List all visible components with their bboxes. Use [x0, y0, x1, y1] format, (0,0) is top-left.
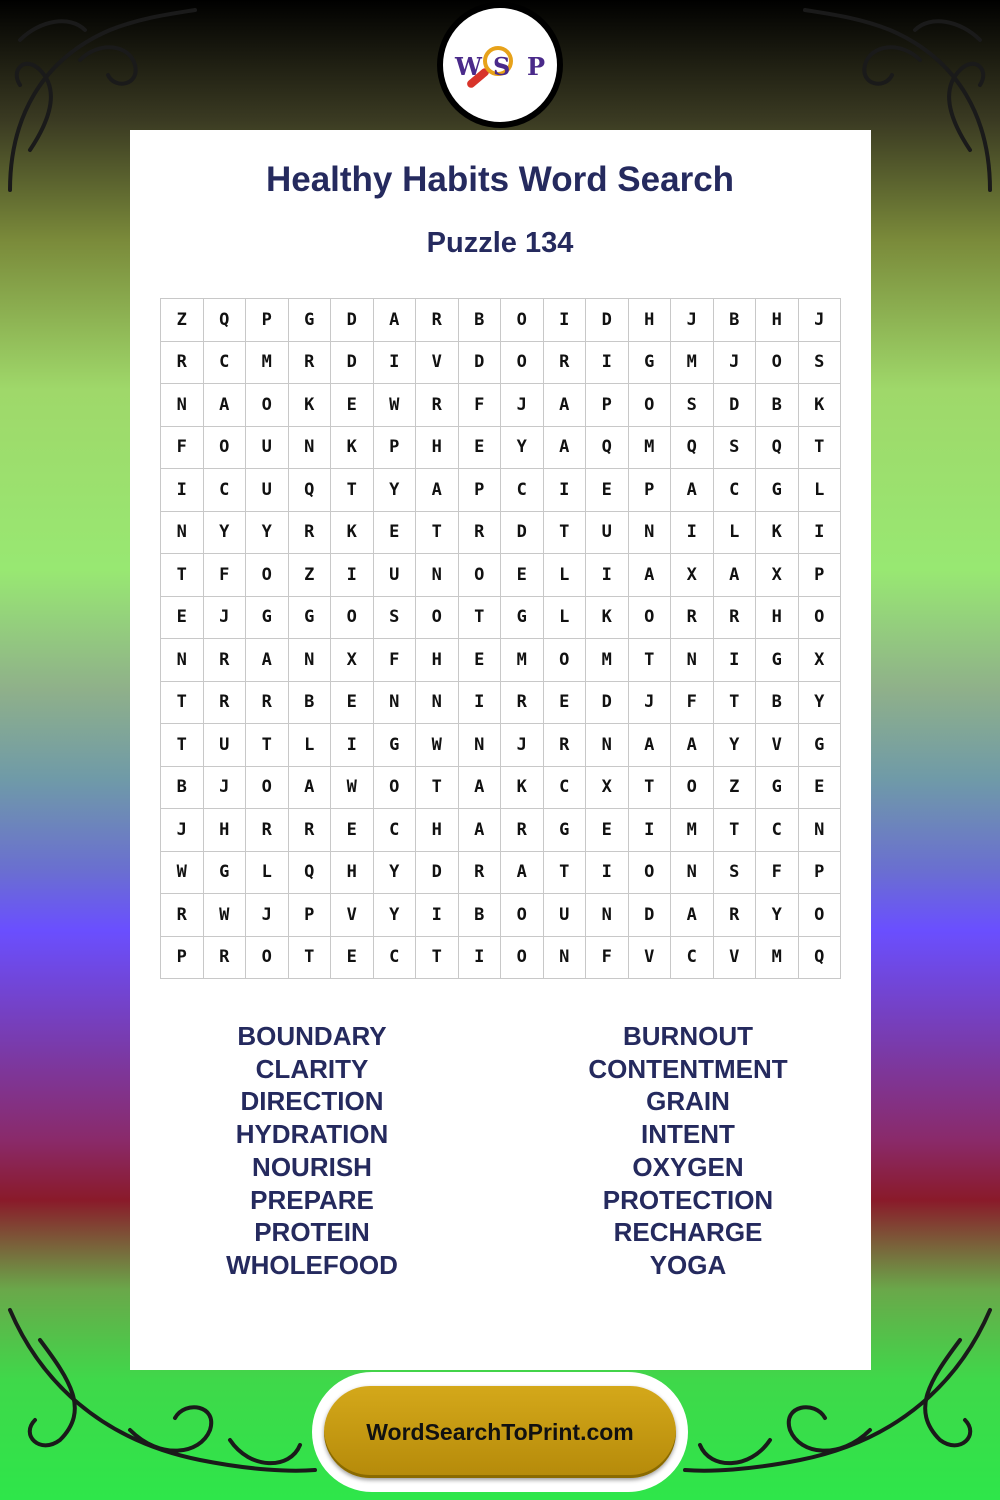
grid-cell[interactable]: F	[586, 937, 629, 980]
word-list-item: INTENT	[641, 1119, 735, 1150]
grid-cell[interactable]: D	[331, 342, 374, 385]
grid-cell[interactable]: H	[204, 809, 247, 852]
grid-cell[interactable]: R	[501, 682, 544, 725]
grid-cell[interactable]: T	[459, 597, 502, 640]
grid-cell[interactable]: D	[501, 512, 544, 555]
grid-cell[interactable]: H	[416, 809, 459, 852]
grid-cell[interactable]: I	[161, 469, 204, 512]
grid-cell[interactable]: C	[756, 809, 799, 852]
grid-cell[interactable]: G	[289, 597, 332, 640]
grid-cell[interactable]: A	[544, 427, 587, 470]
grid-cell[interactable]: F	[204, 554, 247, 597]
grid-cell[interactable]: T	[246, 724, 289, 767]
grid-cell[interactable]: O	[331, 597, 374, 640]
grid-cell[interactable]: N	[544, 937, 587, 980]
grid-cell[interactable]: G	[374, 724, 417, 767]
grid-cell[interactable]: Q	[204, 299, 247, 342]
grid-cell[interactable]: E	[331, 809, 374, 852]
logo-letter-w: W	[455, 52, 482, 81]
grid-cell[interactable]: A	[204, 384, 247, 427]
wsp-logo	[437, 2, 563, 128]
grid-cell[interactable]: T	[331, 469, 374, 512]
grid-cell[interactable]: N	[161, 384, 204, 427]
grid-cell[interactable]: T	[544, 852, 587, 895]
grid-cell[interactable]: R	[289, 512, 332, 555]
grid-cell[interactable]: O	[629, 384, 672, 427]
grid-cell[interactable]: M	[629, 427, 672, 470]
grid-cell[interactable]: B	[714, 299, 757, 342]
word-list-item: PROTEIN	[254, 1217, 370, 1248]
grid-cell[interactable]: A	[714, 554, 757, 597]
grid-cell[interactable]: K	[799, 384, 842, 427]
grid-cell[interactable]: C	[204, 342, 247, 385]
grid-cell[interactable]: K	[501, 767, 544, 810]
grid-cell[interactable]: I	[416, 894, 459, 937]
grid-cell[interactable]: T	[416, 937, 459, 980]
grid-cell[interactable]: X	[799, 639, 842, 682]
puzzle-number: Puzzle 134	[426, 227, 574, 259]
grid-cell[interactable]: T	[161, 554, 204, 597]
grid-cell[interactable]: K	[331, 427, 374, 470]
grid-cell[interactable]: O	[416, 597, 459, 640]
grid-cell[interactable]: R	[204, 937, 247, 980]
grid-cell[interactable]: A	[501, 852, 544, 895]
grid-cell[interactable]: Y	[374, 894, 417, 937]
grid-cell[interactable]: I	[671, 512, 714, 555]
grid-cell[interactable]: O	[246, 937, 289, 980]
grid-cell[interactable]: V	[416, 342, 459, 385]
grid-cell[interactable]: K	[756, 512, 799, 555]
grid-cell[interactable]: X	[756, 554, 799, 597]
grid-cell[interactable]: E	[374, 512, 417, 555]
grid-cell[interactable]: Y	[799, 682, 842, 725]
grid-cell[interactable]: A	[459, 767, 502, 810]
grid-cell[interactable]: G	[756, 639, 799, 682]
grid-cell[interactable]: R	[161, 894, 204, 937]
grid-cell[interactable]: K	[331, 512, 374, 555]
grid-cell[interactable]: W	[161, 852, 204, 895]
word-list-left	[162, 1020, 462, 1282]
grid-cell[interactable]: R	[204, 639, 247, 682]
grid-cell[interactable]: N	[161, 639, 204, 682]
grid-cell[interactable]: C	[671, 937, 714, 980]
grid-cell[interactable]: K	[586, 597, 629, 640]
grid-cell[interactable]: E	[544, 682, 587, 725]
grid-cell[interactable]: O	[246, 554, 289, 597]
grid-cell[interactable]: P	[586, 384, 629, 427]
grid-cell[interactable]: S	[714, 427, 757, 470]
grid-cell[interactable]: T	[161, 682, 204, 725]
grid-cell[interactable]: U	[246, 427, 289, 470]
grid-cell[interactable]: N	[586, 894, 629, 937]
grid-cell[interactable]: J	[161, 809, 204, 852]
grid-cell[interactable]: R	[501, 809, 544, 852]
page-title: Healthy Habits Word Search	[265, 160, 735, 199]
word-list-item: NOURISH	[252, 1151, 372, 1182]
grid-cell[interactable]: Q	[756, 427, 799, 470]
logo-badge	[443, 8, 557, 122]
grid-cell[interactable]: W	[331, 767, 374, 810]
grid-cell[interactable]: G	[289, 299, 332, 342]
grid-cell[interactable]: O	[501, 894, 544, 937]
grid-cell[interactable]: I	[629, 809, 672, 852]
grid-cell[interactable]: J	[629, 682, 672, 725]
grid-cell[interactable]: A	[671, 724, 714, 767]
grid-cell[interactable]: E	[161, 597, 204, 640]
grid-cell[interactable]: O	[459, 554, 502, 597]
grid-cell[interactable]: D	[459, 342, 502, 385]
grid-cell[interactable]: D	[586, 682, 629, 725]
grid-cell[interactable]: Q	[289, 469, 332, 512]
grid-cell[interactable]: D	[714, 384, 757, 427]
grid-cell[interactable]: P	[799, 554, 842, 597]
grid-cell[interactable]: P	[289, 894, 332, 937]
grid-cell[interactable]: E	[331, 937, 374, 980]
grid-cell[interactable]: N	[671, 639, 714, 682]
grid-cell[interactable]: E	[459, 427, 502, 470]
grid-cell[interactable]: R	[714, 597, 757, 640]
grid-cell[interactable]: O	[204, 427, 247, 470]
word-list-item: OXYGEN	[632, 1151, 744, 1182]
grid-cell[interactable]: V	[756, 724, 799, 767]
grid-cell[interactable]: M	[246, 342, 289, 385]
grid-cell[interactable]: V	[714, 937, 757, 980]
grid-cell[interactable]: E	[586, 469, 629, 512]
grid-cell[interactable]: W	[374, 384, 417, 427]
grid-cell[interactable]: S	[714, 852, 757, 895]
grid-cell[interactable]: Q	[671, 427, 714, 470]
grid-cell[interactable]: R	[246, 809, 289, 852]
grid-cell[interactable]: N	[799, 809, 842, 852]
grid-cell[interactable]: C	[204, 469, 247, 512]
grid-cell[interactable]: I	[544, 469, 587, 512]
grid-cell[interactable]: B	[459, 894, 502, 937]
grid-cell[interactable]: Y	[204, 512, 247, 555]
grid-cell[interactable]: S	[671, 384, 714, 427]
grid-cell[interactable]: I	[586, 342, 629, 385]
word-list-item: CONTENTMENT	[588, 1053, 788, 1084]
grid-cell[interactable]: X	[671, 554, 714, 597]
grid-cell[interactable]: L	[289, 724, 332, 767]
grid-cell[interactable]: Z	[161, 299, 204, 342]
grid-cell[interactable]: L	[544, 554, 587, 597]
grid-cell[interactable]: O	[374, 767, 417, 810]
grid-cell[interactable]: J	[671, 299, 714, 342]
grid-cell[interactable]: N	[289, 639, 332, 682]
grid-cell[interactable]: H	[416, 639, 459, 682]
grid-cell[interactable]: R	[544, 724, 587, 767]
grid-cell[interactable]: G	[629, 342, 672, 385]
grid-cell[interactable]: Y	[374, 852, 417, 895]
grid-cell[interactable]: Q	[586, 427, 629, 470]
grid-cell[interactable]: P	[161, 937, 204, 980]
grid-cell[interactable]: O	[799, 597, 842, 640]
logo-letter-p: P	[527, 52, 546, 81]
grid-cell[interactable]: A	[416, 469, 459, 512]
grid-cell[interactable]: N	[374, 682, 417, 725]
grid-cell[interactable]: J	[204, 597, 247, 640]
grid-cell[interactable]: R	[289, 809, 332, 852]
grid-cell[interactable]: I	[799, 512, 842, 555]
grid-cell[interactable]: C	[544, 767, 587, 810]
grid-cell[interactable]: R	[246, 682, 289, 725]
grid-cell[interactable]: L	[544, 597, 587, 640]
grid-cell[interactable]: O	[756, 342, 799, 385]
grid-cell[interactable]: J	[501, 384, 544, 427]
grid-cell[interactable]: J	[799, 299, 842, 342]
grid-cell[interactable]: R	[671, 597, 714, 640]
grid-cell[interactable]: E	[331, 384, 374, 427]
grid-cell[interactable]: H	[756, 597, 799, 640]
grid-cell[interactable]: A	[629, 554, 672, 597]
grid-cell[interactable]: C	[374, 809, 417, 852]
grid-cell[interactable]: I	[459, 937, 502, 980]
grid-cell[interactable]: J	[714, 342, 757, 385]
logo-letter-s: S	[493, 52, 511, 81]
grid-cell[interactable]: S	[374, 597, 417, 640]
grid-cell[interactable]: P	[799, 852, 842, 895]
grid-cell[interactable]: U	[204, 724, 247, 767]
grid-cell[interactable]: H	[756, 299, 799, 342]
word-list-item: WHOLEFOOD	[226, 1249, 398, 1280]
grid-cell[interactable]: M	[671, 809, 714, 852]
grid-cell[interactable]: N	[459, 724, 502, 767]
word-list-item: DIRECTION	[240, 1086, 384, 1117]
grid-cell[interactable]: R	[416, 299, 459, 342]
grid-cell[interactable]: G	[501, 597, 544, 640]
grid-cell[interactable]: T	[161, 724, 204, 767]
grid-cell[interactable]: X	[331, 639, 374, 682]
grid-cell[interactable]: V	[331, 894, 374, 937]
word-list-item: HYDRATION	[235, 1119, 389, 1150]
grid-cell[interactable]: A	[629, 724, 672, 767]
grid-cell[interactable]: D	[586, 299, 629, 342]
grid-cell[interactable]: Y	[714, 724, 757, 767]
grid-cell[interactable]: A	[246, 639, 289, 682]
letter-grid	[160, 298, 841, 979]
grid-cell[interactable]: A	[374, 299, 417, 342]
grid-cell[interactable]: G	[204, 852, 247, 895]
grid-cell[interactable]: I	[714, 639, 757, 682]
grid-cell[interactable]: G	[799, 724, 842, 767]
grid-cell[interactable]: Q	[799, 937, 842, 980]
grid-cell[interactable]: Y	[756, 894, 799, 937]
grid-cell[interactable]: O	[501, 342, 544, 385]
grid-cell[interactable]: Y	[374, 469, 417, 512]
grid-cell[interactable]: R	[544, 342, 587, 385]
grid-cell[interactable]: H	[331, 852, 374, 895]
grid-cell[interactable]: H	[416, 427, 459, 470]
grid-cell[interactable]: I	[544, 299, 587, 342]
word-list-item: YOGA	[649, 1249, 727, 1280]
grid-cell[interactable]: N	[289, 427, 332, 470]
grid-cell[interactable]: O	[501, 299, 544, 342]
grid-cell[interactable]: U	[586, 512, 629, 555]
grid-cell[interactable]: R	[459, 852, 502, 895]
grid-cell[interactable]: A	[671, 894, 714, 937]
grid-cell[interactable]: P	[459, 469, 502, 512]
grid-cell[interactable]: R	[714, 894, 757, 937]
word-list-item: BURNOUT	[623, 1021, 753, 1051]
grid-cell[interactable]: O	[544, 639, 587, 682]
grid-cell[interactable]: E	[799, 767, 842, 810]
grid-cell[interactable]: Y	[246, 512, 289, 555]
grid-cell[interactable]: N	[416, 554, 459, 597]
grid-cell[interactable]: L	[799, 469, 842, 512]
grid-cell[interactable]: O	[501, 937, 544, 980]
grid-cell[interactable]: J	[501, 724, 544, 767]
grid-cell[interactable]: E	[586, 809, 629, 852]
grid-cell[interactable]: D	[629, 894, 672, 937]
grid-cell[interactable]: Z	[714, 767, 757, 810]
word-list-item: PREPARE	[250, 1184, 374, 1215]
grid-cell[interactable]: P	[629, 469, 672, 512]
word-list-item: GRAIN	[646, 1086, 730, 1117]
grid-cell[interactable]: N	[586, 724, 629, 767]
grid-cell[interactable]: N	[671, 852, 714, 895]
grid-cell[interactable]: I	[586, 554, 629, 597]
grid-cell[interactable]: N	[416, 682, 459, 725]
grid-cell[interactable]: P	[374, 427, 417, 470]
grid-cell[interactable]: T	[289, 937, 332, 980]
grid-cell[interactable]: A	[289, 767, 332, 810]
word-list-right	[538, 1020, 838, 1282]
grid-cell[interactable]: O	[629, 852, 672, 895]
grid-cell[interactable]: U	[246, 469, 289, 512]
grid-cell[interactable]: L	[246, 852, 289, 895]
grid-cell[interactable]: M	[586, 639, 629, 682]
grid-cell[interactable]: T	[544, 512, 587, 555]
grid-cell[interactable]: F	[756, 852, 799, 895]
grid-cell[interactable]: T	[629, 639, 672, 682]
grid-cell[interactable]: I	[586, 852, 629, 895]
grid-cell[interactable]: Q	[289, 852, 332, 895]
grid-cell[interactable]: O	[799, 894, 842, 937]
grid-cell[interactable]: N	[629, 512, 672, 555]
grid-cell[interactable]: T	[799, 427, 842, 470]
grid-cell[interactable]: L	[714, 512, 757, 555]
grid-cell[interactable]: I	[374, 342, 417, 385]
grid-cell[interactable]: M	[671, 342, 714, 385]
grid-cell[interactable]: T	[629, 767, 672, 810]
website-link-button[interactable]: WordSearchToPrint.com	[324, 1386, 676, 1478]
grid-cell[interactable]: R	[459, 512, 502, 555]
grid-cell[interactable]: G	[246, 597, 289, 640]
word-list-item: CLARITY	[255, 1053, 369, 1084]
grid-cell[interactable]: B	[161, 767, 204, 810]
grid-cell[interactable]: Z	[289, 554, 332, 597]
grid-cell[interactable]: I	[459, 682, 502, 725]
grid-cell[interactable]: E	[459, 639, 502, 682]
grid-cell[interactable]: R	[161, 342, 204, 385]
grid-cell[interactable]: G	[756, 469, 799, 512]
grid-cell[interactable]: T	[714, 809, 757, 852]
grid-cell[interactable]: R	[416, 384, 459, 427]
grid-cell[interactable]: W	[204, 894, 247, 937]
grid-cell[interactable]: T	[416, 767, 459, 810]
word-list-item: BOUNDARY	[237, 1021, 387, 1051]
grid-cell[interactable]: G	[756, 767, 799, 810]
grid-cell[interactable]: S	[799, 342, 842, 385]
grid-cell[interactable]: J	[246, 894, 289, 937]
word-list-item: RECHARGE	[613, 1217, 763, 1248]
grid-cell[interactable]: J	[204, 767, 247, 810]
word-list-item: PROTECTION	[602, 1184, 774, 1215]
grid-cell[interactable]: X	[586, 767, 629, 810]
grid-cell[interactable]: F	[374, 639, 417, 682]
grid-cell[interactable]: F	[459, 384, 502, 427]
grid-cell[interactable]: D	[331, 299, 374, 342]
grid-cell[interactable]: E	[501, 554, 544, 597]
grid-cell[interactable]: B	[756, 384, 799, 427]
grid-cell[interactable]: D	[416, 852, 459, 895]
grid-cell[interactable]: N	[161, 512, 204, 555]
grid-cell[interactable]: V	[629, 937, 672, 980]
grid-cell[interactable]: O	[246, 384, 289, 427]
grid-cell[interactable]: K	[289, 384, 332, 427]
grid-cell[interactable]: I	[331, 554, 374, 597]
grid-cell[interactable]: T	[416, 512, 459, 555]
grid-cell[interactable]: G	[544, 809, 587, 852]
grid-cell[interactable]: W	[416, 724, 459, 767]
grid-cell[interactable]: T	[714, 682, 757, 725]
grid-cell[interactable]: R	[204, 682, 247, 725]
grid-cell[interactable]: B	[289, 682, 332, 725]
grid-cell[interactable]: C	[501, 469, 544, 512]
grid-cell[interactable]: P	[246, 299, 289, 342]
grid-cell[interactable]: C	[374, 937, 417, 980]
grid-cell[interactable]: O	[246, 767, 289, 810]
grid-cell[interactable]: H	[629, 299, 672, 342]
grid-cell[interactable]: M	[501, 639, 544, 682]
grid-cell[interactable]: U	[544, 894, 587, 937]
grid-cell[interactable]: B	[756, 682, 799, 725]
grid-cell[interactable]: U	[374, 554, 417, 597]
grid-cell[interactable]: A	[544, 384, 587, 427]
grid-cell[interactable]: I	[331, 724, 374, 767]
grid-cell[interactable]: A	[459, 809, 502, 852]
grid-cell[interactable]: B	[459, 299, 502, 342]
grid-cell[interactable]: F	[671, 682, 714, 725]
grid-cell[interactable]: O	[629, 597, 672, 640]
grid-cell[interactable]: C	[714, 469, 757, 512]
grid-cell[interactable]: F	[161, 427, 204, 470]
grid-cell[interactable]: O	[671, 767, 714, 810]
grid-cell[interactable]: Y	[501, 427, 544, 470]
grid-cell[interactable]: A	[671, 469, 714, 512]
grid-cell[interactable]: R	[289, 342, 332, 385]
grid-cell[interactable]: M	[756, 937, 799, 980]
grid-cell[interactable]: E	[331, 682, 374, 725]
